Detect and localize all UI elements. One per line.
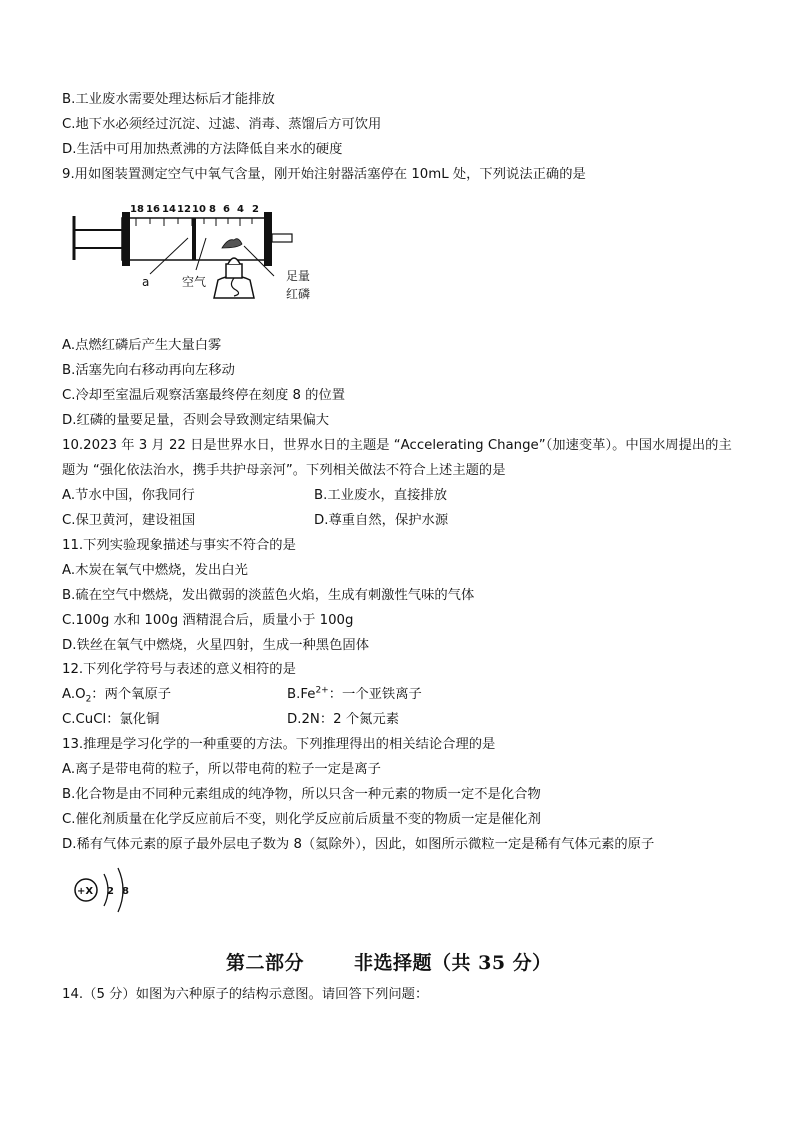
q9-option-a: A.点燃红磷后产生大量白雾 (62, 338, 222, 353)
alcohol-lamp-neck (226, 264, 242, 278)
section-heading (226, 948, 552, 975)
label-phosphorus-1: 足量 (286, 269, 311, 283)
q12-option-a-prefix: A.O (62, 687, 86, 702)
barrel-flange-left (122, 212, 130, 266)
label-air: 空气 (182, 275, 207, 289)
q12-option-b-text: ：一个亚铁离子 (328, 687, 422, 702)
shell-2-electrons: 8 (122, 886, 129, 897)
q12-option-a-subscript: 2 (85, 694, 92, 705)
q13-option-c: C.催化剂质量在化学反应前后不变，则化学反应前后质量不变的物质一定是催化剂 (62, 812, 541, 827)
nucleus-charge: +X (77, 886, 94, 897)
q11-option-b: B.硫在空气中燃烧，发出微弱的淡蓝色火焰，生成有刺激性气味的气体 (62, 588, 475, 603)
q12-option-c: C.CuCl：氯化铜 (62, 712, 160, 727)
q10-option-d: D.尊重自然，保护水源 (314, 513, 449, 528)
alcohol-lamp-body (214, 276, 254, 298)
q13-option-d: D.稀有气体元素的原子最外层电子数为 8（氦除外），因此，如图所示微粒一定是稀有气体元素的原子 (62, 837, 655, 852)
q11-stem: 11.下列实验现象描述与事实不符合的是 (62, 538, 296, 553)
syringe-nozzle (272, 234, 292, 242)
q9-option-b: B.活塞先向右移动再向左移动 (62, 363, 235, 378)
q12-option-a-text: ：两个氧原子 (91, 687, 172, 702)
q12-option-b-superscript: 2+ (315, 685, 329, 696)
scale-label: 6 (223, 204, 230, 215)
q8-option-b: B.工业废水需要处理达标后才能排放 (62, 92, 275, 107)
scale-label: 10 (192, 204, 206, 215)
atom-structure-figure (66, 858, 146, 918)
scale-label: 16 (146, 204, 160, 215)
q9-option-c: C.冷却至室温后观察活塞最终停在刻度 8 的位置 (62, 388, 346, 403)
scale-label: 12 (177, 204, 191, 215)
syringe-diagram (66, 198, 326, 318)
q11-option-a: A.木炭在氧气中燃烧，发出白光 (62, 563, 248, 578)
q13-option-a: A.离子是带电荷的粒子，所以带电荷的粒子一定是离子 (62, 762, 381, 777)
scale-labels (130, 204, 259, 215)
q12-option-b (287, 686, 422, 704)
q11-option-c: C.100g 水和 100g 酒精混合后，质量小于 100g (62, 613, 354, 628)
label-phosphorus-2: 红磷 (286, 287, 311, 301)
q12-stem: 12.下列化学符号与表述的意义相符的是 (62, 662, 296, 677)
barrel-end-right (264, 212, 272, 266)
syringe-apparatus-figure (66, 198, 326, 318)
q12-option-b-prefix: B.Fe (287, 687, 316, 702)
scale-label: 2 (252, 204, 259, 215)
q12-option-d: D.2N：2 个氮元素 (287, 712, 400, 727)
q8-option-c: C.地下水必须经过沉淀、过滤、消毒、蒸馏后方可饮用 (62, 117, 382, 132)
piston (192, 218, 196, 260)
q14-stem: 14.（5 分）如图为六种原子的结构示意图。请回答下列问题： (62, 987, 429, 1002)
label-a: a (142, 275, 150, 289)
scale-label: 4 (237, 204, 244, 215)
q10-stem-line2: 题为 “强化依法治水，携手共护母亲河”。下列相关做法不符合上述主题的是 (62, 463, 506, 478)
q8-option-d: D.生活中可用加热煮沸的方法降低自来水的硬度 (62, 142, 343, 157)
q10-option-a: A.节水中国，你我同行 (62, 488, 195, 503)
q13-option-b: B.化合物是由不同种元素组成的纯净物，所以只含一种元素的物质一定不是化合物 (62, 787, 541, 802)
q10-stem-line1: 10.2023 年 3 月 22 日是世界水日，世界水日的主题是 “Accelerating Change”（加速变革）。中国水周提出的主 (62, 438, 732, 453)
q13-stem: 13.推理是学习化学的一种重要的方法。下列推理得出的相关结论合理的是 (62, 737, 496, 752)
q9-stem: 9.用如图装置测定空气中氧气含量，刚开始注射器活塞停在 10mL 处，下列说法正确的是 (62, 167, 586, 182)
q10-option-c: C.保卫黄河，建设祖国 (62, 513, 196, 528)
q12-option-a (62, 686, 171, 704)
scale-label: 18 (130, 204, 144, 215)
q9-option-d: D.红磷的量要足量，否则会导致测定结果偏大 (62, 413, 330, 428)
atom-diagram (66, 858, 146, 918)
scale-label: 14 (162, 204, 176, 215)
shell-1-electrons: 2 (107, 886, 114, 897)
section-part-label: 第二部分 (226, 952, 305, 974)
q10-option-b: B.工业废水，直接排放 (314, 488, 448, 503)
section-title-text: 非选择题（共 35 分） (354, 952, 552, 974)
scale-label: 8 (209, 204, 216, 215)
q11-option-d: D.铁丝在氧气中燃烧，火星四射，生成一种黑色固体 (62, 638, 369, 653)
